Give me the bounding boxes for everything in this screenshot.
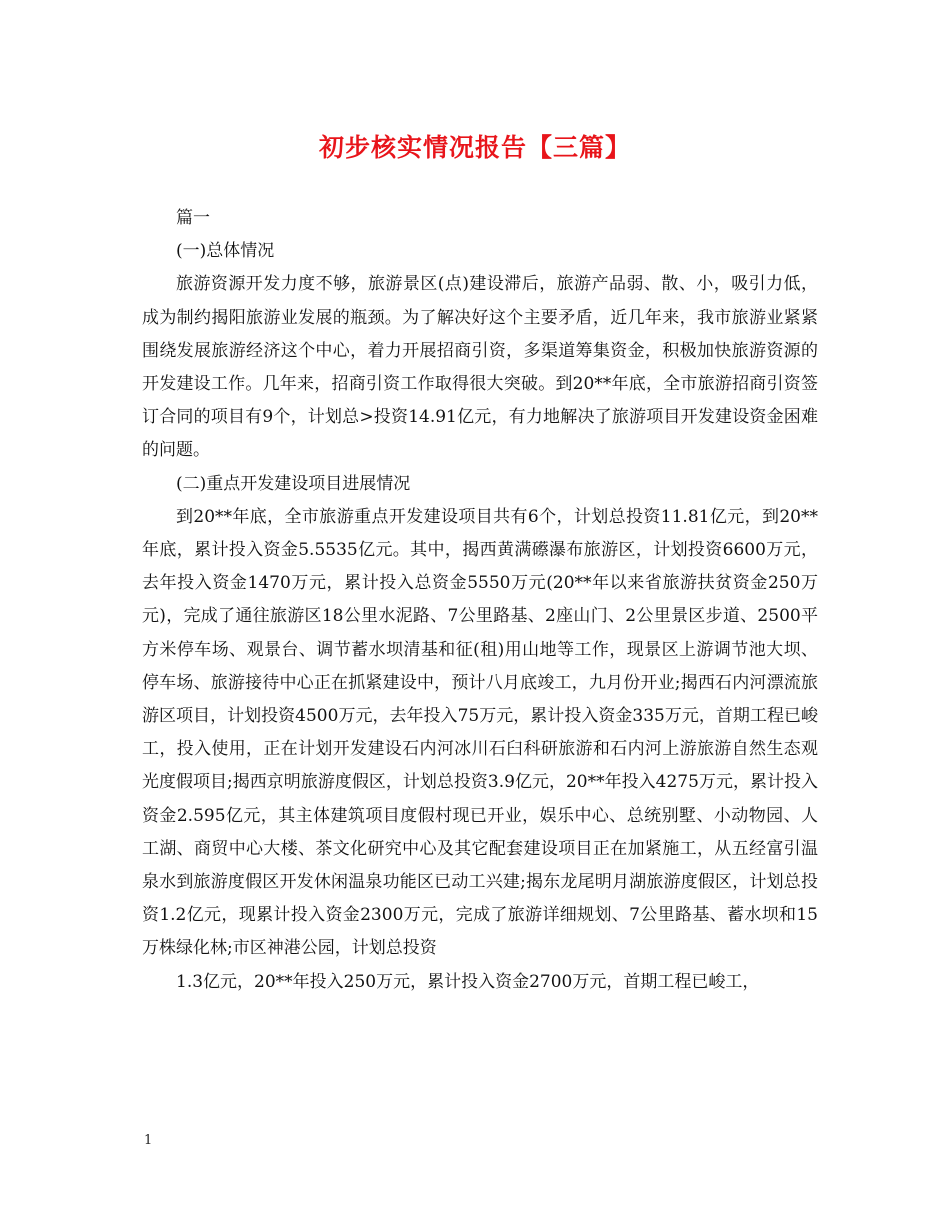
paragraph-key-projects: 到20**年底，全市旅游重点开发建设项目共有6个，计划总投资11.81亿元，到20**年底，累计投入资金5.5535亿元。其中，揭西黄满礤瀑布旅游区，计划投资6600万元，去年投入资金1470万元，累计投入总资金5550万元(20**年以来省旅游扶贫资金250万元)，完成了通往旅游区18公里水泥路、7公里路基、2座山门、2公里景区步道、2500平方米停车场、观景台、调节蓄水坝清基和征(租)用山地等工作，现景区上游调节池大坝、停车场、旅游接待中心正在抓紧建设中，预计八月底竣工，九月份开业;揭西石内河漂流旅游区项目，计划投资4500万元，去年投入75万元，累计投入资金335万元，首期工程已峻工，投入使用，正在计划开发建设石内河冰川石臼科研旅游和石内河上游旅游自然生态观光度假项目;揭西京明旅游度假区，计划总投资3.9亿元，20**年投入4275万元，累计投入资金2.595亿元，其主体建筑项目度假村现已开业，娱乐中心、总统别墅、小动物园、人工湖、商贸中心大楼、茶文化研究中心及其它配套建设项目正在加紧施工，从五经富引温泉水到旅游度假区开发休闲温泉功能区已动工兴建;揭东龙尾明月湖旅游度假区，计划总投资1.2亿元，现累计投入资金2300万元，完成了旅游详细规划、7公里路基、蓄水坝和15万株绿化林;市区神港公园，计划总投资 (142, 506, 818, 959)
subheading-overall-situation: (一)总体情况 (176, 241, 275, 262)
subheading-key-projects: (二)重点开发建设项目进展情况 (176, 473, 411, 494)
paragraph-overall-situation: 旅游资源开发力度不够，旅游景区(点)建设滞后，旅游产品弱、散、小，吸引力低，成为制约揭阳旅游业发展的瓶颈。为了解决好这个主要矛盾，近几年来，我市旅游业紧紧围绕发展旅游经济这个中心，着力开展招商引资，多渠道筹集资金，积极加快旅游资源的开发建设工作。几年来，招商引资工作取得很大突破。到20**年底，全市旅游招商引资签订合同的项目有9个，计划总>投资14.91亿元，有力地解决了旅游项目开发建设资金困难的问题。 (142, 274, 818, 461)
paragraph-key-projects-continued: 1.3亿元，20**年投入250万元，累计投入资金2700万元，首期工程已峻工， (176, 971, 760, 992)
document-body (142, 202, 818, 999)
section-heading-part-one: 篇一 (176, 208, 210, 228)
document-title: 初步核实情况报告【三篇】 (318, 133, 631, 162)
page-number: 1 (144, 1133, 153, 1148)
